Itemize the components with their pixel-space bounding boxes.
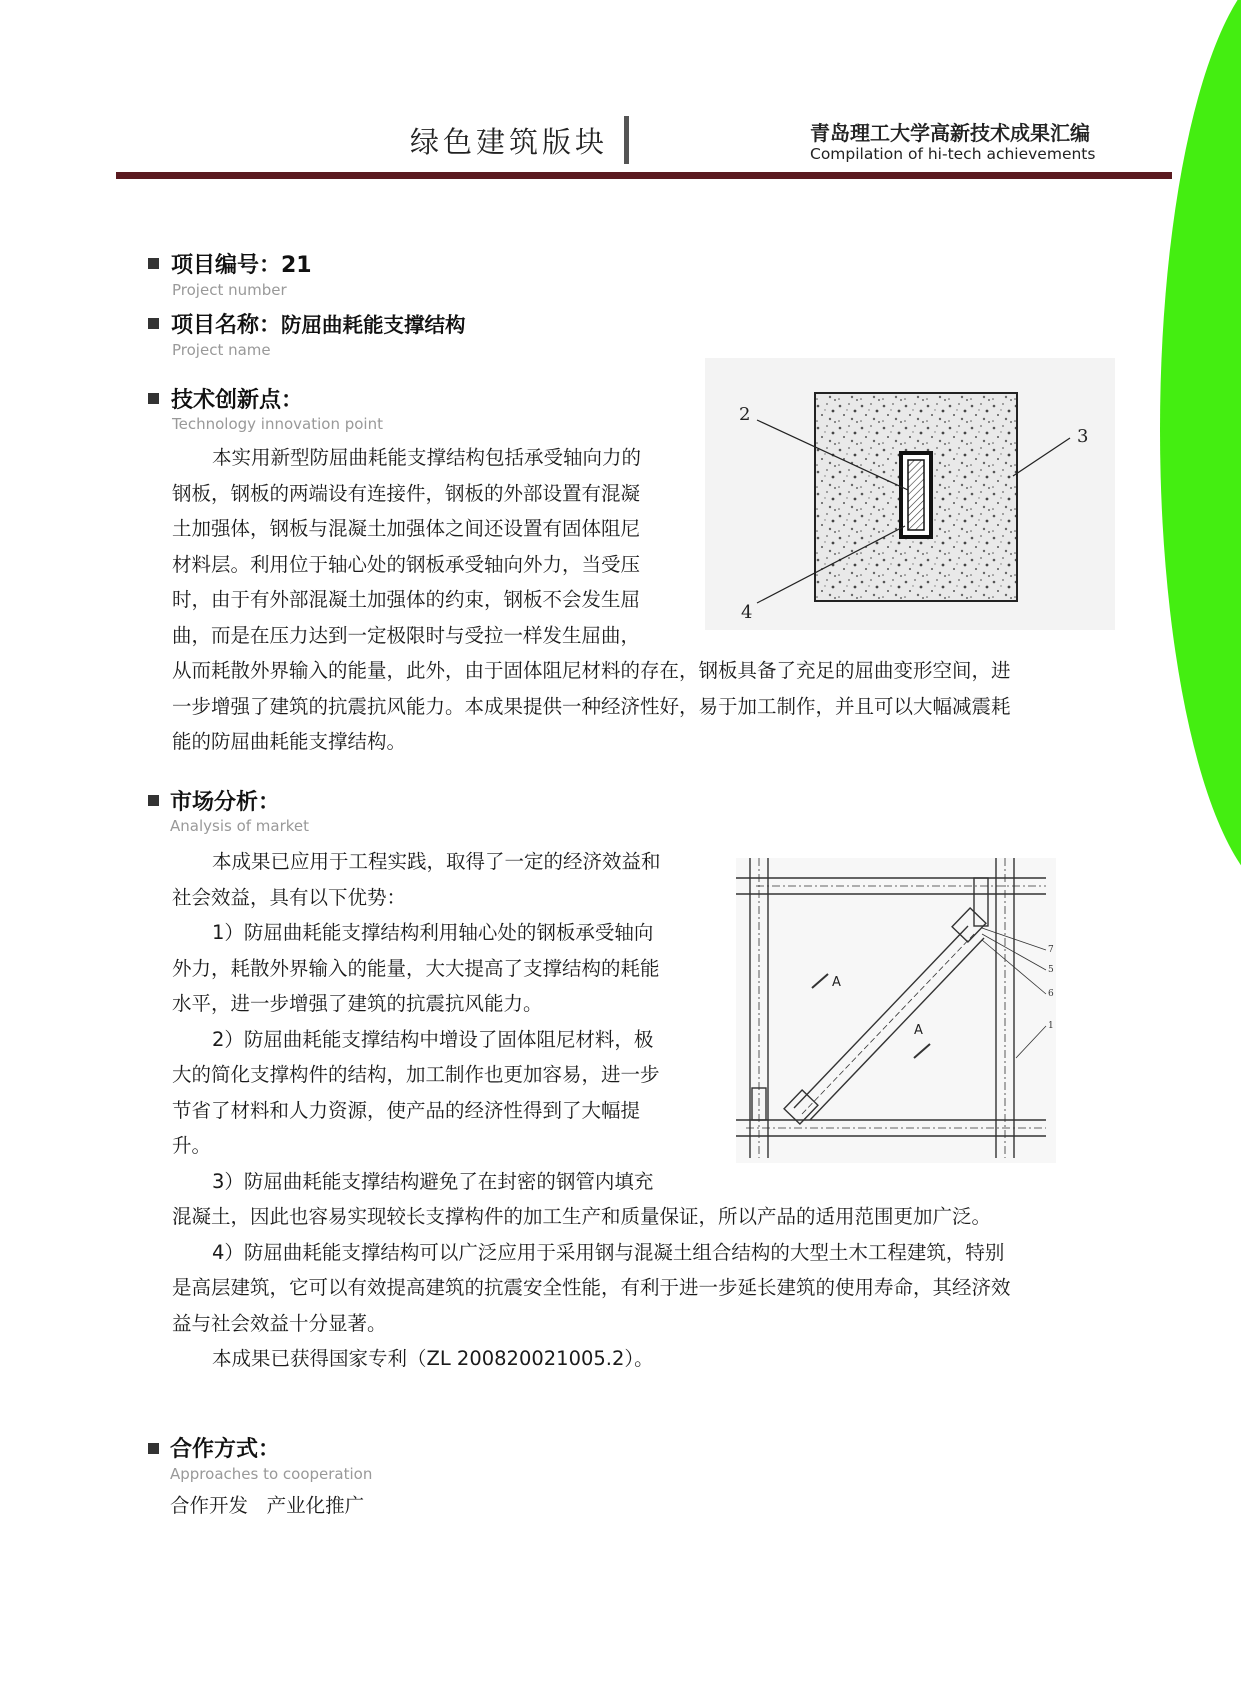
figure-label: 7 xyxy=(1048,945,1054,955)
text-line: 社会效益，具有以下优势： xyxy=(172,885,407,909)
text-line: 外力，耗散外界输入的能量，大大提高了支撑结构的耗能 xyxy=(172,956,660,980)
cross-section-figure xyxy=(705,358,1115,630)
steel-plate xyxy=(908,460,924,530)
text-line: 水平，进一步增强了建筑的抗震抗风能力。 xyxy=(172,992,543,1015)
text-line: 3）防屈曲耗能支撑结构避免了在封密的钢管内填充 xyxy=(212,1169,654,1193)
market-heading: 市场分析： xyxy=(170,790,281,815)
figure-label: 6 xyxy=(1048,989,1054,999)
section-title: 绿色建筑版块 xyxy=(410,125,609,159)
decorative-green-arc xyxy=(1160,0,1241,900)
text-line: 钢板，钢板的两端设有连接件，钢板的外部设置有混凝 xyxy=(172,481,641,505)
text-line: 益与社会效益十分显著。 xyxy=(172,1311,387,1335)
header-rule xyxy=(116,172,1172,179)
figure-label: 2 xyxy=(739,404,751,425)
figure-label: A xyxy=(832,975,841,990)
bullet-square-icon xyxy=(148,795,159,806)
text-line: 材料层。利用位于轴心处的钢板承受轴向外力，当受压 xyxy=(172,552,641,576)
text-line: 大的简化支撑构件的结构，加工制作也更加容易，进一步 xyxy=(172,1063,660,1086)
figure-label: 4 xyxy=(741,602,753,623)
innovation-heading: 技术创新点： xyxy=(171,388,304,413)
project-name-subheading: Project name xyxy=(172,341,271,359)
text-line: 2）防屈曲耗能支撑结构中增设了固体阻尼材料，极 xyxy=(212,1027,654,1051)
figure-label: 5 xyxy=(1048,965,1054,975)
text-line: 是高层建筑，它可以有效提高建筑的抗震安全性能，有利于进一步延长建筑的使用寿命，其经济效 xyxy=(172,1276,1011,1299)
text-line: 1）防屈曲耗能支撑结构利用轴心处的钢板承受轴向 xyxy=(212,921,654,944)
brace-frame-figure xyxy=(736,858,1056,1163)
figure-label: A xyxy=(914,1023,923,1038)
market-subheading: Analysis of market xyxy=(170,817,310,835)
bullet-square-icon xyxy=(148,318,159,329)
header-separator xyxy=(624,116,629,164)
text-line: 本成果已获得国家专利（ZL 200820021005.2）。 xyxy=(212,1347,654,1370)
figure-label: 1 xyxy=(1048,1021,1054,1031)
project-name-label: 项目名称： xyxy=(171,313,282,338)
cooperation-heading: 合作方式： xyxy=(170,1437,281,1462)
text-line: 能的防屈曲耗能支撑结构。 xyxy=(172,730,407,753)
cooperation-value: 合作开发 产业化推广 xyxy=(170,1494,365,1517)
text-line: 节省了材料和人力资源，使产品的经济性得到了大幅提 xyxy=(172,1098,641,1122)
bullet-square-icon xyxy=(148,393,159,404)
figure-label: 3 xyxy=(1077,426,1089,447)
text-line: 混凝土，因此也容易实现较长支撑构件的加工生产和质量保证，所以产品的适用范围更加广泛。 xyxy=(172,1205,992,1228)
project-number-subheading: Project number xyxy=(172,281,287,299)
project-number-heading: 项目编号：21 xyxy=(171,253,312,278)
text-line: 曲，而是在压力达到一定极限时与受拉一样发生屈曲， xyxy=(172,623,641,647)
innovation-subheading: Technology innovation point xyxy=(172,415,383,433)
bullet-square-icon xyxy=(148,258,159,269)
bullet-square-icon xyxy=(148,1443,159,1454)
text-line: 时，由于有外部混凝土加强体的约束，钢板不会发生屈 xyxy=(172,588,641,611)
text-line: 从而耗散外界输入的能量，此外，由于固体阻尼材料的存在，钢板具备了充足的屈曲变形空间，进 xyxy=(172,659,1011,682)
text-line: 本成果已应用于工程实践，取得了一定的经济效益和 xyxy=(212,850,661,873)
text-line: 本实用新型防屈曲耗能支撑结构包括承受轴向力的 xyxy=(212,446,642,469)
cooperation-subheading: Approaches to cooperation xyxy=(170,1465,373,1483)
text-line: 4）防屈曲耗能支撑结构可以广泛应用于采用钢与混凝土组合结构的大型土木工程建筑，特别 xyxy=(212,1240,1005,1264)
book-title-en: Compilation of hi-tech achievements xyxy=(810,145,1096,163)
project-name-heading xyxy=(171,308,466,339)
figure-background xyxy=(736,858,1056,1163)
text-line: 升。 xyxy=(172,1134,212,1157)
text-line: 土加强体，钢板与混凝土加强体之间还设置有固体阻尼 xyxy=(172,517,641,540)
project-name-value: 防屈曲耗能支撑结构 xyxy=(281,313,466,337)
text-line: 一步增强了建筑的抗震抗风能力。本成果提供一种经济性好，易于加工制作，并且可以大幅减震耗 xyxy=(172,694,1011,718)
book-title-cn: 青岛理工大学高新技术成果汇编 xyxy=(810,121,1090,145)
